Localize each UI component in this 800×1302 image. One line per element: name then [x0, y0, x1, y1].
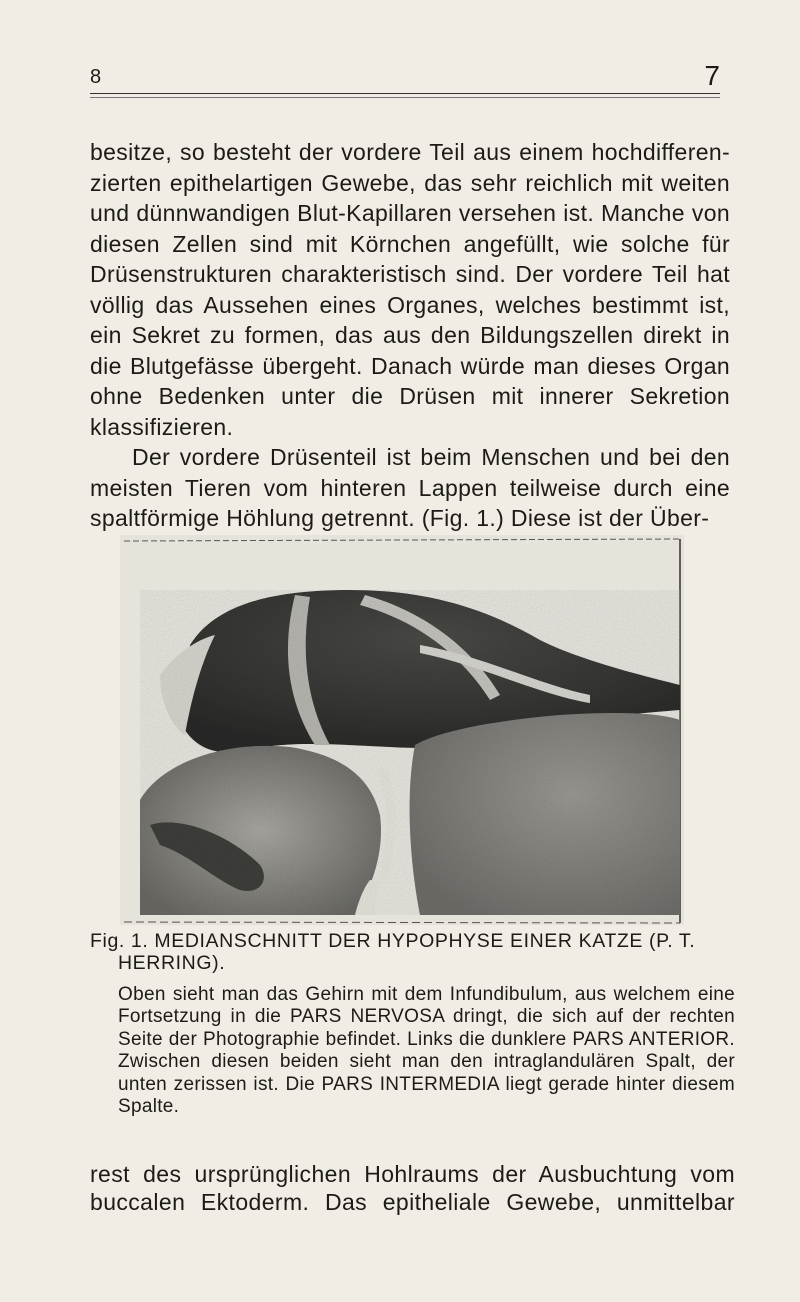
caption-body: Oben sieht man das Gehirn mit dem Infundibulum, aus welchem eine Fortsetzung in die PARS NERVOSA dringt, die sich auf der rechten Seite der Photographie befindet. Links die dunklere PARS ANTERIOR. Zwischen diesen beiden sieht man den intraglandulären Spalt, der unten zerissen ist. Die PARS INTERMEDIA liegt gerade hinter diesem Spalte. — [118, 984, 735, 1118]
pars-nervosa-region — [410, 713, 680, 915]
continuation-text: rest des ursprünglichen Hohlraums der Ausbuchtung vom buccalen Ektoderm. Das epitheliale Gewebe, unmittelbar — [90, 1161, 735, 1215]
header-rule — [90, 93, 720, 94]
micrograph-image — [120, 535, 684, 925]
paragraph-1: besitze, so besteht der vordere Teil aus einem hochdifferen-zierten epithelartigen Gewebe, das sehr reichlich mit weiten und dünnwandigen Blut-Kapillaren versehen ist. Manche von diesen Zellen sind mit Körnchen angefüllt, wie solche für Drüsenstrukturen charakteristisch sind. Der vordere Teil hat völlig das Aussehen eines Organes, welches bestimmt ist, ein Sekret zu formen, das aus den Bildungszellen direkt in die Blutgefässe übergeht. Danach würde man dieses Organ ohne Bedenken unter die Drüsen mit innerer Sekretion klassifizieren. — [90, 139, 730, 440]
paragraph-2: Der vordere Drüsenteil ist beim Menschen und bei den meisten Tieren vom hinteren Lappen teilweise durch eine spaltförmige Höhlung getrennt. (Fig. 1.) Diese ist der Über- — [90, 444, 730, 531]
page-header — [90, 60, 720, 100]
figure-caption — [90, 930, 735, 1118]
page-number-right: 7 — [704, 60, 720, 91]
header-rule-secondary — [90, 97, 720, 98]
body-text — [90, 137, 730, 534]
caption-title: Fig. 1. MEDIANSCHNITT DER HYPOPHYSE EINER KATZE (P. T. HERRING). — [90, 930, 696, 974]
figure-hypophysis-photo — [120, 535, 684, 925]
page-number-left: 8 — [90, 66, 102, 88]
